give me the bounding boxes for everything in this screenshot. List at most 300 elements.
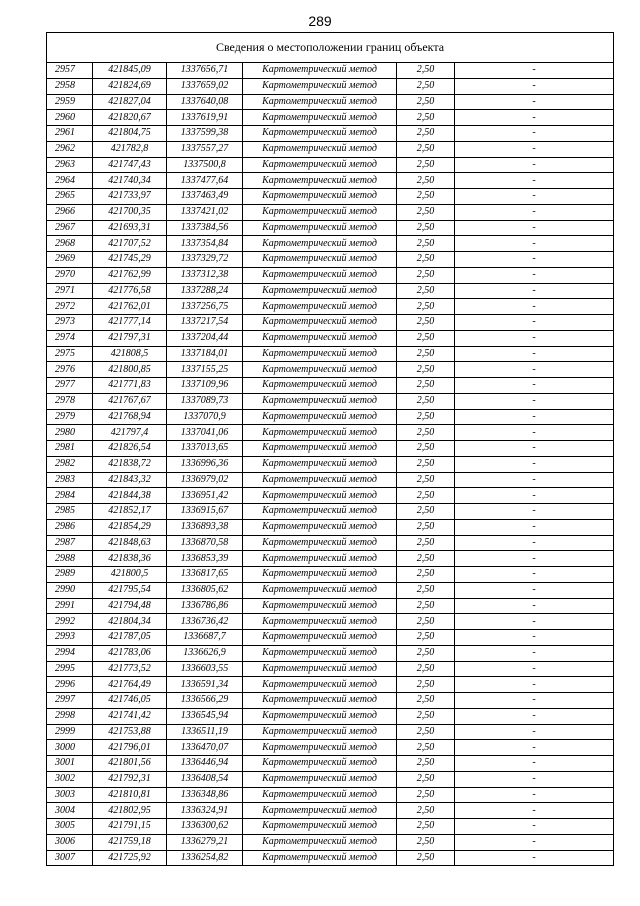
page-number: 289 <box>308 13 332 29</box>
method-cell: Картометрический метод <box>243 598 397 614</box>
table-row <box>47 236 614 252</box>
point-number-cell: 2962 <box>47 141 93 157</box>
error-cell: 2,50 <box>397 834 455 850</box>
note-cell: - <box>455 645 614 661</box>
point-number-cell: 2960 <box>47 110 93 126</box>
point-number-cell: 3002 <box>47 771 93 787</box>
method-cell: Картометрический метод <box>243 708 397 724</box>
error-cell: 2,50 <box>397 126 455 142</box>
table-row <box>47 94 614 110</box>
note-cell: - <box>455 614 614 630</box>
error-cell: 2,50 <box>397 630 455 646</box>
point-number-cell: 2990 <box>47 582 93 598</box>
x-coordinate-cell: 421787,05 <box>93 630 167 646</box>
point-number-cell: 2958 <box>47 78 93 94</box>
method-cell: Картометрический метод <box>243 551 397 567</box>
method-cell: Картометрический метод <box>243 173 397 189</box>
x-coordinate-cell: 421794,48 <box>93 598 167 614</box>
x-coordinate-cell: 421838,36 <box>93 551 167 567</box>
y-coordinate-cell: 1337329,72 <box>167 252 243 268</box>
y-coordinate-cell: 1336893,38 <box>167 519 243 535</box>
note-cell: - <box>455 708 614 724</box>
point-number-cell: 2969 <box>47 252 93 268</box>
method-cell: Картометрический метод <box>243 850 397 866</box>
table-row <box>47 362 614 378</box>
error-cell: 2,50 <box>397 724 455 740</box>
note-cell: - <box>455 787 614 803</box>
table-row <box>47 614 614 630</box>
note-cell: - <box>455 803 614 819</box>
point-number-cell: 2967 <box>47 220 93 236</box>
y-coordinate-cell: 1337354,84 <box>167 236 243 252</box>
x-coordinate-cell: 421810,81 <box>93 787 167 803</box>
note-cell: - <box>455 693 614 709</box>
y-coordinate-cell: 1337070,9 <box>167 409 243 425</box>
method-cell: Картометрический метод <box>243 409 397 425</box>
point-number-cell: 3007 <box>47 850 93 866</box>
note-cell: - <box>455 756 614 772</box>
note-cell: - <box>455 220 614 236</box>
error-cell: 2,50 <box>397 488 455 504</box>
error-cell: 2,50 <box>397 582 455 598</box>
point-number-cell: 2961 <box>47 126 93 142</box>
table-row <box>47 724 614 740</box>
y-coordinate-cell: 1336996,36 <box>167 456 243 472</box>
method-cell: Картометрический метод <box>243 630 397 646</box>
x-coordinate-cell: 421795,54 <box>93 582 167 598</box>
note-cell: - <box>455 283 614 299</box>
method-cell: Картометрический метод <box>243 535 397 551</box>
error-cell: 2,50 <box>397 819 455 835</box>
error-cell: 2,50 <box>397 472 455 488</box>
note-cell: - <box>455 362 614 378</box>
y-coordinate-cell: 1336300,62 <box>167 819 243 835</box>
method-cell: Картометрический метод <box>243 141 397 157</box>
error-cell: 2,50 <box>397 315 455 331</box>
y-coordinate-cell: 1336279,21 <box>167 834 243 850</box>
error-cell: 2,50 <box>397 771 455 787</box>
method-cell: Картометрический метод <box>243 472 397 488</box>
method-cell: Картометрический метод <box>243 346 397 362</box>
method-cell: Картометрический метод <box>243 504 397 520</box>
x-coordinate-cell: 421771,83 <box>93 378 167 394</box>
table-row <box>47 126 614 142</box>
note-cell: - <box>455 346 614 362</box>
note-cell: - <box>455 551 614 567</box>
table-title: Сведения о местоположении границ объекта <box>47 33 614 63</box>
table-row <box>47 425 614 441</box>
y-coordinate-cell: 1337640,08 <box>167 94 243 110</box>
error-cell: 2,50 <box>397 157 455 173</box>
y-coordinate-cell: 1336591,34 <box>167 677 243 693</box>
note-cell: - <box>455 535 614 551</box>
x-coordinate-cell: 421796,01 <box>93 740 167 756</box>
x-coordinate-cell: 421767,67 <box>93 393 167 409</box>
error-cell: 2,50 <box>397 677 455 693</box>
table-row <box>47 441 614 457</box>
point-number-cell: 2987 <box>47 535 93 551</box>
table-row <box>47 299 614 315</box>
method-cell: Картометрический метод <box>243 803 397 819</box>
y-coordinate-cell: 1336511,19 <box>167 724 243 740</box>
method-cell: Картометрический метод <box>243 614 397 630</box>
error-cell: 2,50 <box>397 267 455 283</box>
note-cell: - <box>455 409 614 425</box>
y-coordinate-cell: 1337557,27 <box>167 141 243 157</box>
table-row <box>47 330 614 346</box>
error-cell: 2,50 <box>397 94 455 110</box>
table-row <box>47 850 614 866</box>
table-row <box>47 582 614 598</box>
table-row <box>47 598 614 614</box>
note-cell: - <box>455 425 614 441</box>
note-cell: - <box>455 126 614 142</box>
point-number-cell: 3006 <box>47 834 93 850</box>
error-cell: 2,50 <box>397 850 455 866</box>
point-number-cell: 2978 <box>47 393 93 409</box>
y-coordinate-cell: 1337659,02 <box>167 78 243 94</box>
method-cell: Картометрический метод <box>243 78 397 94</box>
method-cell: Картометрический метод <box>243 756 397 772</box>
method-cell: Картометрический метод <box>243 283 397 299</box>
error-cell: 2,50 <box>397 220 455 236</box>
error-cell: 2,50 <box>397 441 455 457</box>
y-coordinate-cell: 1336687,7 <box>167 630 243 646</box>
error-cell: 2,50 <box>397 141 455 157</box>
point-number-cell: 2989 <box>47 567 93 583</box>
note-cell: - <box>455 78 614 94</box>
table-row <box>47 834 614 850</box>
y-coordinate-cell: 1336915,67 <box>167 504 243 520</box>
table-row <box>47 567 614 583</box>
note-cell: - <box>455 63 614 79</box>
point-number-cell: 2972 <box>47 299 93 315</box>
x-coordinate-cell: 421725,92 <box>93 850 167 866</box>
method-cell: Картометрический метод <box>243 157 397 173</box>
error-cell: 2,50 <box>397 252 455 268</box>
x-coordinate-cell: 421827,04 <box>93 94 167 110</box>
table-row <box>47 488 614 504</box>
table-row <box>47 756 614 772</box>
table-row <box>47 220 614 236</box>
method-cell: Картометрический метод <box>243 456 397 472</box>
table-row <box>47 645 614 661</box>
point-number-cell: 2979 <box>47 409 93 425</box>
x-coordinate-cell: 421776,58 <box>93 283 167 299</box>
table-row <box>47 267 614 283</box>
method-cell: Картометрический метод <box>243 267 397 283</box>
error-cell: 2,50 <box>397 504 455 520</box>
x-coordinate-cell: 421777,14 <box>93 315 167 331</box>
point-number-cell: 3005 <box>47 819 93 835</box>
point-number-cell: 2986 <box>47 519 93 535</box>
x-coordinate-cell: 421797,4 <box>93 425 167 441</box>
point-number-cell: 2971 <box>47 283 93 299</box>
table-row <box>47 409 614 425</box>
table-row <box>47 771 614 787</box>
note-cell: - <box>455 661 614 677</box>
note-cell: - <box>455 252 614 268</box>
method-cell: Картометрический метод <box>243 204 397 220</box>
point-number-cell: 2993 <box>47 630 93 646</box>
table-title-row <box>47 33 614 63</box>
table-row <box>47 157 614 173</box>
table-row <box>47 551 614 567</box>
method-cell: Картометрический метод <box>243 189 397 205</box>
method-cell: Картометрический метод <box>243 126 397 142</box>
table-row <box>47 519 614 535</box>
error-cell: 2,50 <box>397 346 455 362</box>
error-cell: 2,50 <box>397 63 455 79</box>
x-coordinate-cell: 421848,63 <box>93 535 167 551</box>
method-cell: Картометрический метод <box>243 220 397 236</box>
table-row <box>47 315 614 331</box>
point-number-cell: 2991 <box>47 598 93 614</box>
table-row <box>47 283 614 299</box>
y-coordinate-cell: 1336853,39 <box>167 551 243 567</box>
method-cell: Картометрический метод <box>243 661 397 677</box>
y-coordinate-cell: 1337477,64 <box>167 173 243 189</box>
note-cell: - <box>455 567 614 583</box>
method-cell: Картометрический метод <box>243 645 397 661</box>
y-coordinate-cell: 1336805,62 <box>167 582 243 598</box>
table-row <box>47 504 614 520</box>
x-coordinate-cell: 421845,09 <box>93 63 167 79</box>
x-coordinate-cell: 421804,34 <box>93 614 167 630</box>
x-coordinate-cell: 421792,31 <box>93 771 167 787</box>
error-cell: 2,50 <box>397 614 455 630</box>
error-cell: 2,50 <box>397 708 455 724</box>
table-row <box>47 456 614 472</box>
error-cell: 2,50 <box>397 173 455 189</box>
x-coordinate-cell: 421838,72 <box>93 456 167 472</box>
error-cell: 2,50 <box>397 645 455 661</box>
point-number-cell: 2968 <box>47 236 93 252</box>
note-cell: - <box>455 472 614 488</box>
point-number-cell: 2994 <box>47 645 93 661</box>
error-cell: 2,50 <box>397 693 455 709</box>
note-cell: - <box>455 582 614 598</box>
y-coordinate-cell: 1337109,96 <box>167 378 243 394</box>
method-cell: Картометрический метод <box>243 771 397 787</box>
error-cell: 2,50 <box>397 740 455 756</box>
y-coordinate-cell: 1337619,91 <box>167 110 243 126</box>
note-cell: - <box>455 393 614 409</box>
error-cell: 2,50 <box>397 409 455 425</box>
y-coordinate-cell: 1336470,07 <box>167 740 243 756</box>
point-number-cell: 2977 <box>47 378 93 394</box>
point-number-cell: 2997 <box>47 693 93 709</box>
point-number-cell: 2998 <box>47 708 93 724</box>
y-coordinate-cell: 1336603,55 <box>167 661 243 677</box>
error-cell: 2,50 <box>397 519 455 535</box>
note-cell: - <box>455 488 614 504</box>
error-cell: 2,50 <box>397 236 455 252</box>
note-cell: - <box>455 834 614 850</box>
method-cell: Картометрический метод <box>243 834 397 850</box>
x-coordinate-cell: 421733,97 <box>93 189 167 205</box>
point-number-cell: 2982 <box>47 456 93 472</box>
method-cell: Картометрический метод <box>243 787 397 803</box>
method-cell: Картометрический метод <box>243 488 397 504</box>
point-number-cell: 2966 <box>47 204 93 220</box>
method-cell: Картометрический метод <box>243 724 397 740</box>
table-body <box>47 33 614 866</box>
table-row <box>47 803 614 819</box>
table-row <box>47 693 614 709</box>
table-row <box>47 378 614 394</box>
x-coordinate-cell: 421741,42 <box>93 708 167 724</box>
note-cell: - <box>455 850 614 866</box>
table-row <box>47 78 614 94</box>
y-coordinate-cell: 1336951,42 <box>167 488 243 504</box>
table-row <box>47 204 614 220</box>
x-coordinate-cell: 421783,06 <box>93 645 167 661</box>
table-row <box>47 110 614 126</box>
boundary-coordinates-table <box>46 32 614 866</box>
error-cell: 2,50 <box>397 456 455 472</box>
note-cell: - <box>455 677 614 693</box>
error-cell: 2,50 <box>397 661 455 677</box>
note-cell: - <box>455 299 614 315</box>
method-cell: Картометрический метод <box>243 567 397 583</box>
x-coordinate-cell: 421843,32 <box>93 472 167 488</box>
y-coordinate-cell: 1336348,86 <box>167 787 243 803</box>
x-coordinate-cell: 421746,05 <box>93 693 167 709</box>
point-number-cell: 2999 <box>47 724 93 740</box>
y-coordinate-cell: 1336408,54 <box>167 771 243 787</box>
y-coordinate-cell: 1337013,65 <box>167 441 243 457</box>
note-cell: - <box>455 630 614 646</box>
note-cell: - <box>455 724 614 740</box>
note-cell: - <box>455 267 614 283</box>
point-number-cell: 2984 <box>47 488 93 504</box>
point-number-cell: 2980 <box>47 425 93 441</box>
x-coordinate-cell: 421762,01 <box>93 299 167 315</box>
method-cell: Картометрический метод <box>243 819 397 835</box>
table-row <box>47 819 614 835</box>
method-cell: Картометрический метод <box>243 362 397 378</box>
table-row <box>47 173 614 189</box>
x-coordinate-cell: 421804,75 <box>93 126 167 142</box>
note-cell: - <box>455 173 614 189</box>
x-coordinate-cell: 421764,49 <box>93 677 167 693</box>
table-row <box>47 787 614 803</box>
point-number-cell: 2975 <box>47 346 93 362</box>
point-number-cell: 2970 <box>47 267 93 283</box>
table-row <box>47 535 614 551</box>
x-coordinate-cell: 421768,94 <box>93 409 167 425</box>
x-coordinate-cell: 421782,8 <box>93 141 167 157</box>
x-coordinate-cell: 421801,56 <box>93 756 167 772</box>
note-cell: - <box>455 236 614 252</box>
y-coordinate-cell: 1337089,73 <box>167 393 243 409</box>
x-coordinate-cell: 421762,99 <box>93 267 167 283</box>
error-cell: 2,50 <box>397 787 455 803</box>
note-cell: - <box>455 378 614 394</box>
method-cell: Картометрический метод <box>243 110 397 126</box>
table-row <box>47 677 614 693</box>
note-cell: - <box>455 330 614 346</box>
note-cell: - <box>455 315 614 331</box>
table-row <box>47 346 614 362</box>
table-row <box>47 472 614 488</box>
point-number-cell: 2983 <box>47 472 93 488</box>
x-coordinate-cell: 421800,85 <box>93 362 167 378</box>
error-cell: 2,50 <box>397 425 455 441</box>
table-row <box>47 630 614 646</box>
y-coordinate-cell: 1336626,9 <box>167 645 243 661</box>
y-coordinate-cell: 1336566,29 <box>167 693 243 709</box>
y-coordinate-cell: 1336545,94 <box>167 708 243 724</box>
y-coordinate-cell: 1337217,54 <box>167 315 243 331</box>
note-cell: - <box>455 504 614 520</box>
x-coordinate-cell: 421707,52 <box>93 236 167 252</box>
y-coordinate-cell: 1337312,38 <box>167 267 243 283</box>
method-cell: Картометрический метод <box>243 330 397 346</box>
method-cell: Картометрический метод <box>243 519 397 535</box>
error-cell: 2,50 <box>397 110 455 126</box>
point-number-cell: 2965 <box>47 189 93 205</box>
x-coordinate-cell: 421740,34 <box>93 173 167 189</box>
x-coordinate-cell: 421791,15 <box>93 819 167 835</box>
note-cell: - <box>455 598 614 614</box>
error-cell: 2,50 <box>397 299 455 315</box>
point-number-cell: 2996 <box>47 677 93 693</box>
point-number-cell: 3003 <box>47 787 93 803</box>
method-cell: Картометрический метод <box>243 378 397 394</box>
x-coordinate-cell: 421797,31 <box>93 330 167 346</box>
error-cell: 2,50 <box>397 204 455 220</box>
error-cell: 2,50 <box>397 393 455 409</box>
note-cell: - <box>455 456 614 472</box>
point-number-cell: 3000 <box>47 740 93 756</box>
x-coordinate-cell: 421747,43 <box>93 157 167 173</box>
point-number-cell: 3004 <box>47 803 93 819</box>
point-number-cell: 2981 <box>47 441 93 457</box>
table-row <box>47 141 614 157</box>
table-row <box>47 189 614 205</box>
point-number-cell: 2976 <box>47 362 93 378</box>
error-cell: 2,50 <box>397 378 455 394</box>
error-cell: 2,50 <box>397 598 455 614</box>
method-cell: Картометрический метод <box>243 425 397 441</box>
y-coordinate-cell: 1336446,94 <box>167 756 243 772</box>
table-row <box>47 708 614 724</box>
table-row <box>47 252 614 268</box>
y-coordinate-cell: 1336979,02 <box>167 472 243 488</box>
note-cell: - <box>455 141 614 157</box>
x-coordinate-cell: 421808,5 <box>93 346 167 362</box>
point-number-cell: 2992 <box>47 614 93 630</box>
table-row <box>47 63 614 79</box>
x-coordinate-cell: 421753,88 <box>93 724 167 740</box>
x-coordinate-cell: 421759,18 <box>93 834 167 850</box>
x-coordinate-cell: 421852,17 <box>93 504 167 520</box>
note-cell: - <box>455 441 614 457</box>
note-cell: - <box>455 819 614 835</box>
method-cell: Картометрический метод <box>243 693 397 709</box>
y-coordinate-cell: 1337384,56 <box>167 220 243 236</box>
point-number-cell: 2963 <box>47 157 93 173</box>
point-number-cell: 2959 <box>47 94 93 110</box>
point-number-cell: 2985 <box>47 504 93 520</box>
note-cell: - <box>455 189 614 205</box>
note-cell: - <box>455 519 614 535</box>
error-cell: 2,50 <box>397 567 455 583</box>
note-cell: - <box>455 771 614 787</box>
method-cell: Картометрический метод <box>243 677 397 693</box>
